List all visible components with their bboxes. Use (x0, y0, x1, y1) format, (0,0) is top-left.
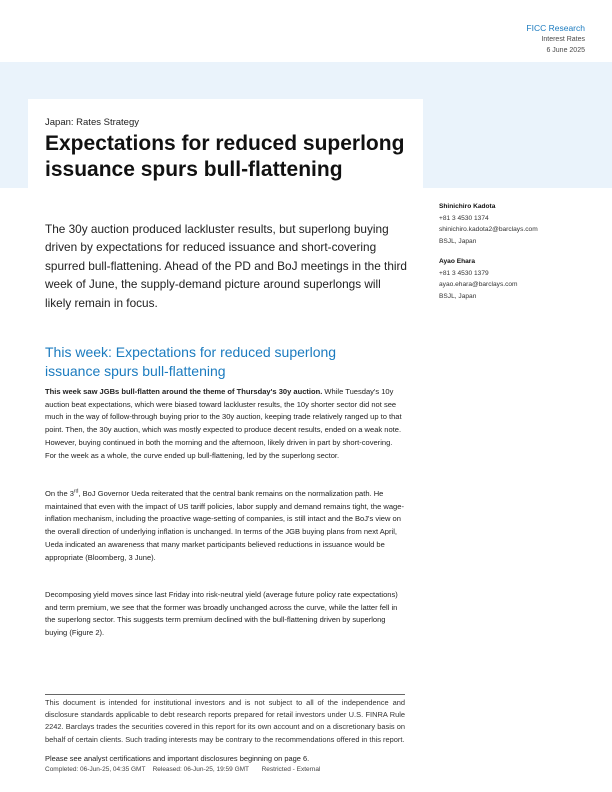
author-card (439, 201, 599, 247)
body-paragraph-3: Decomposing yield moves since last Friday into risk-neutral yield (average future policy rate expectations) and term premium, we see that the former was broadly unchanged across the curve, while the latter fell in the superlong sector. This suggests term premium declined with the bull-flattening driven by superlong buying (Figure 2). (45, 590, 398, 638)
department: Interest Rates (541, 36, 585, 43)
section-heading: This week: Expectations for reduced superlong issuance spurs bull-flattening (45, 344, 337, 379)
report-header-meta (526, 23, 585, 56)
footer-meta (45, 766, 320, 773)
body-paragraph-2 (45, 488, 405, 564)
completed-time: Completed: 06-Jun-25, 04:35 GMT (45, 766, 146, 773)
disclaimer-box (45, 694, 405, 746)
research-brand: FICC Research (526, 23, 585, 33)
report-title: Expectations for reduced superlong issuance spurs bull-flattening (45, 132, 405, 181)
disclaimer-text: This document is intended for institutional investors and is not subject to all of the independence and disclosure standards applicable to debt research reports prepared for retail investors under U.S. FINRA Rule 2242. Barclays trades the securities covered in this report for its own account and on a discretionary basis on behalf of certain clients. Such trading interests may be contrary to the recommendations offered in this report. (45, 698, 405, 744)
author-entity: BSJL, Japan (439, 292, 477, 300)
paragraph-start: On the 3 (45, 489, 74, 498)
released-time: Released: 06-Jun-25, 19:59 GMT (152, 766, 249, 773)
certifications-note[interactable]: Please see analyst certifications and important disclosures beginning on page 6. (45, 754, 310, 763)
paragraph-lead: This week saw JGBs bull-flatten around the theme of Thursday's 30y auction. (45, 387, 323, 396)
author-name: Shinichiro Kadota (439, 203, 496, 210)
author-name: Ayao Ehara (439, 258, 476, 265)
paragraph-body: While Tuesday's 10y auction beat expectations, which were biased toward lackluster results, the 10y shorter sector did not see much in the way of follow-through buying prior to the 30y auction, keeping trade relatively ranged up to that point. Then, the 30y auction, which was mostly expected to produce decent results, ended on a weak note. However, buying continued in both the morning and the afternoon, likely driven in part by short-covering. For the week as a whole, the curve ended up bull-flattening, led by the superlong sector. (45, 387, 402, 460)
report-summary: The 30y auction produced lackluster results, but superlong buying driven by expectations for reduced issuance and short-covering spurred bull-flattening. Ahead of the PD and BoJ meetings in the third week of June, the supply-demand picture around superlongs will likely remain in focus. (45, 222, 407, 310)
author-phone: +81 3 4530 1379 (439, 269, 489, 277)
ordinal-suffix: rd (73, 488, 79, 495)
body-paragraph-1 (45, 386, 405, 462)
author-entity: BSJL, Japan (439, 237, 477, 245)
paragraph-rest: , BoJ Governor Ueda reiterated that the central bank remains on the normalization path. He maintained that even with the impact of US tariff policies, labor supply and demand remains tight, the wage-inflation mechanism, including the proactive wage-setting of companies, is still intact and the BoJ's view on the overall direction of underlying inflation is unchanged. In terms of the JGB buying plans from next April, Ueda indicated an awareness that many market participants believed reductions in issuance would be appropriate (Bloomberg, 3 June). (45, 489, 404, 562)
author-email[interactable]: ayao.ehara@barclays.com (439, 281, 518, 288)
author-phone: +81 3 4530 1374 (439, 214, 489, 222)
classification-label: Restricted - External (261, 766, 321, 773)
strategy-label: Japan: Rates Strategy (45, 117, 139, 128)
author-card (439, 256, 599, 302)
author-list (439, 201, 599, 311)
author-email[interactable]: shinichiro.kadota2@barclays.com (439, 226, 538, 233)
report-date: 6 June 2025 (546, 47, 585, 54)
